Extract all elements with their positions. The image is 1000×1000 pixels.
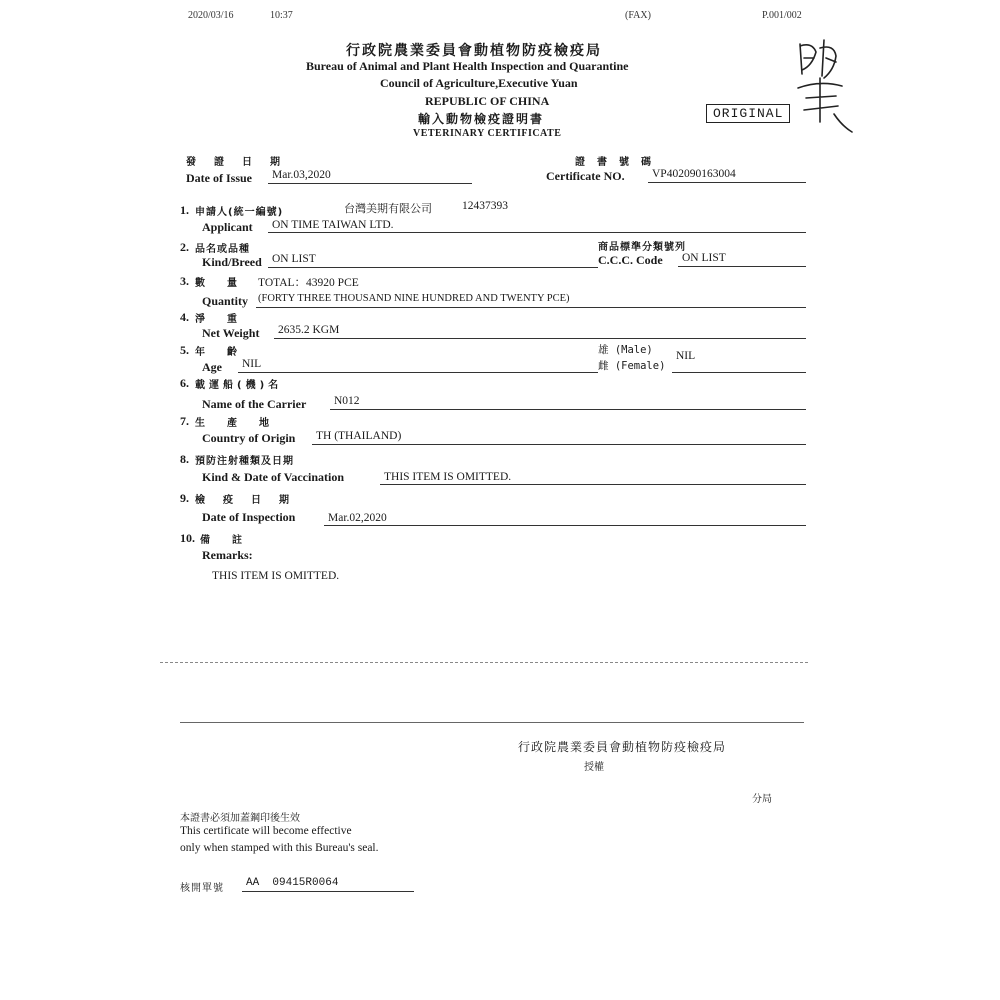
field-2-number: 2. [180,240,189,254]
authority-zh-branch: 分局 [752,794,772,805]
quantity-label: Quantity [202,294,249,308]
vaccination-underline [380,484,806,485]
issue-underline [268,183,472,184]
vaccination-value: THIS ITEM IS OMITTED. [384,471,512,483]
age-label: Age [202,360,222,374]
serial-underline [242,891,414,892]
fax-page: P.001/002 [762,10,802,21]
blank-line-solid [180,722,804,723]
serial-label: 核開單號 [180,883,224,894]
issue-value: Mar.03,2020 [272,169,331,181]
inspection-underline [324,525,806,526]
quantity-value: (FORTY THREE THOUSAND NINE HUNDRED AND TWENTY PCE) [258,293,570,304]
fax-mode: (FAX) [625,10,651,21]
vaccination-zh-label: 預防注射種類及日期 [195,456,294,467]
quantity-underline [256,307,806,308]
field-6-number: 6. [180,376,189,390]
document-en-title: VETERINARY CERTIFICATE [413,128,562,139]
footer-zh-note: 本證書必須加蓋鋼印後生效 [180,813,300,824]
age-value: NIL [242,358,262,370]
female-label: 雌 (Female) [598,360,666,372]
document-zh-title: 輸入動物檢疫證明書 [418,112,545,126]
remarks-value: THIS ITEM IS OMITTED. [212,570,340,582]
remarks-zh-label: 備註 [200,535,264,546]
applicant-id: 12437393 [462,200,508,212]
applicant-zh-value: 台灣美期有限公司 [344,202,432,215]
original-stamp: ORIGINAL [706,104,790,123]
weight-zh-label: 淨重 [195,314,259,325]
ccc-value: ON LIST [682,252,726,264]
field-10-number: 10. [180,531,195,545]
field-7-number: 7. [180,414,189,428]
authority-zh-name: 行政院農業委員會動植物防疫檢疫局 [518,740,727,754]
cert-no-value: VP402090163004 [652,168,736,180]
origin-underline [312,444,806,445]
field-4-number: 4. [180,310,189,324]
applicant-label: Applicant [202,220,253,234]
weight-label: Net Weight [202,326,260,340]
remarks-label: Remarks: [202,548,253,562]
bureau-en-line3: REPUBLIC OF CHINA [425,94,550,108]
authority-zh-auth: 授權 [584,762,604,773]
bureau-zh-name: 行政院農業委員會動植物防疫檢疫局 [346,43,602,59]
footer-note-line1: This certificate will become effective [180,825,352,837]
age-zh-label: 年齡 [195,347,259,358]
carrier-underline [330,409,806,410]
carrier-zh-label: 載運船(機)名 [195,380,283,391]
serial-value: AA 09415R0064 [246,877,339,889]
applicant-zh-label: 申請人(統一編號) [195,207,284,218]
quantity-zh-label: 數量 [195,278,259,289]
origin-zh-label: 生產地 [195,418,291,429]
sex-underline [672,372,806,373]
fax-date: 2020/03/16 [188,10,234,21]
sex-value: NIL [676,350,696,362]
kind-zh-label: 品名或品種 [195,244,250,255]
origin-value: TH (THAILAND) [316,430,402,442]
bureau-en-line2: Council of Agriculture,Executive Yuan [380,76,578,90]
blank-line-dashed [160,662,808,663]
age-underline [238,372,598,373]
field-9-number: 9. [180,491,189,505]
inspection-label: Date of Inspection [202,510,296,524]
kind-label: Kind/Breed [202,255,262,269]
issue-label: Date of Issue [186,171,252,185]
weight-underline [274,338,806,339]
fax-time: 10:37 [270,10,293,21]
footer-note-line2: only when stamped with this Bureau's seal. [180,842,379,854]
field-3-number: 3. [180,274,189,288]
kind-value: ON LIST [272,253,316,265]
inspection-value: Mar.02,2020 [328,512,387,524]
vaccination-label: Kind & Date of Vaccination [202,470,345,484]
cert-no-zh-label: 證書號碼 [575,157,663,168]
male-label: 雄 (Male) [598,344,653,356]
field-5-number: 5. [180,343,189,357]
field-1-number: 1. [180,203,189,217]
bureau-en-line1: Bureau of Animal and Plant Health Inspection and Quarantine [306,59,629,73]
carrier-value: N012 [334,395,360,407]
issue-zh-label: 發證日期 [186,157,298,168]
handwritten-signature [790,22,870,142]
ccc-underline [678,266,806,267]
quantity-total: TOTAL：43920 PCE [258,277,359,289]
carrier-label: Name of the Carrier [202,397,307,411]
inspection-zh-label: 檢疫日期 [195,495,307,506]
weight-value: 2635.2 KGM [278,324,340,336]
applicant-value: ON TIME TAIWAN LTD. [272,219,394,231]
ccc-label: C.C.C. Code [598,253,663,267]
kind-underline [268,267,598,268]
applicant-underline [268,232,806,233]
field-8-number: 8. [180,452,189,466]
ccc-zh-label: 商品標準分類號列 [598,242,686,253]
cert-no-underline [648,182,806,183]
cert-no-label: Certificate NO. [546,169,625,183]
origin-label: Country of Origin [202,431,296,445]
